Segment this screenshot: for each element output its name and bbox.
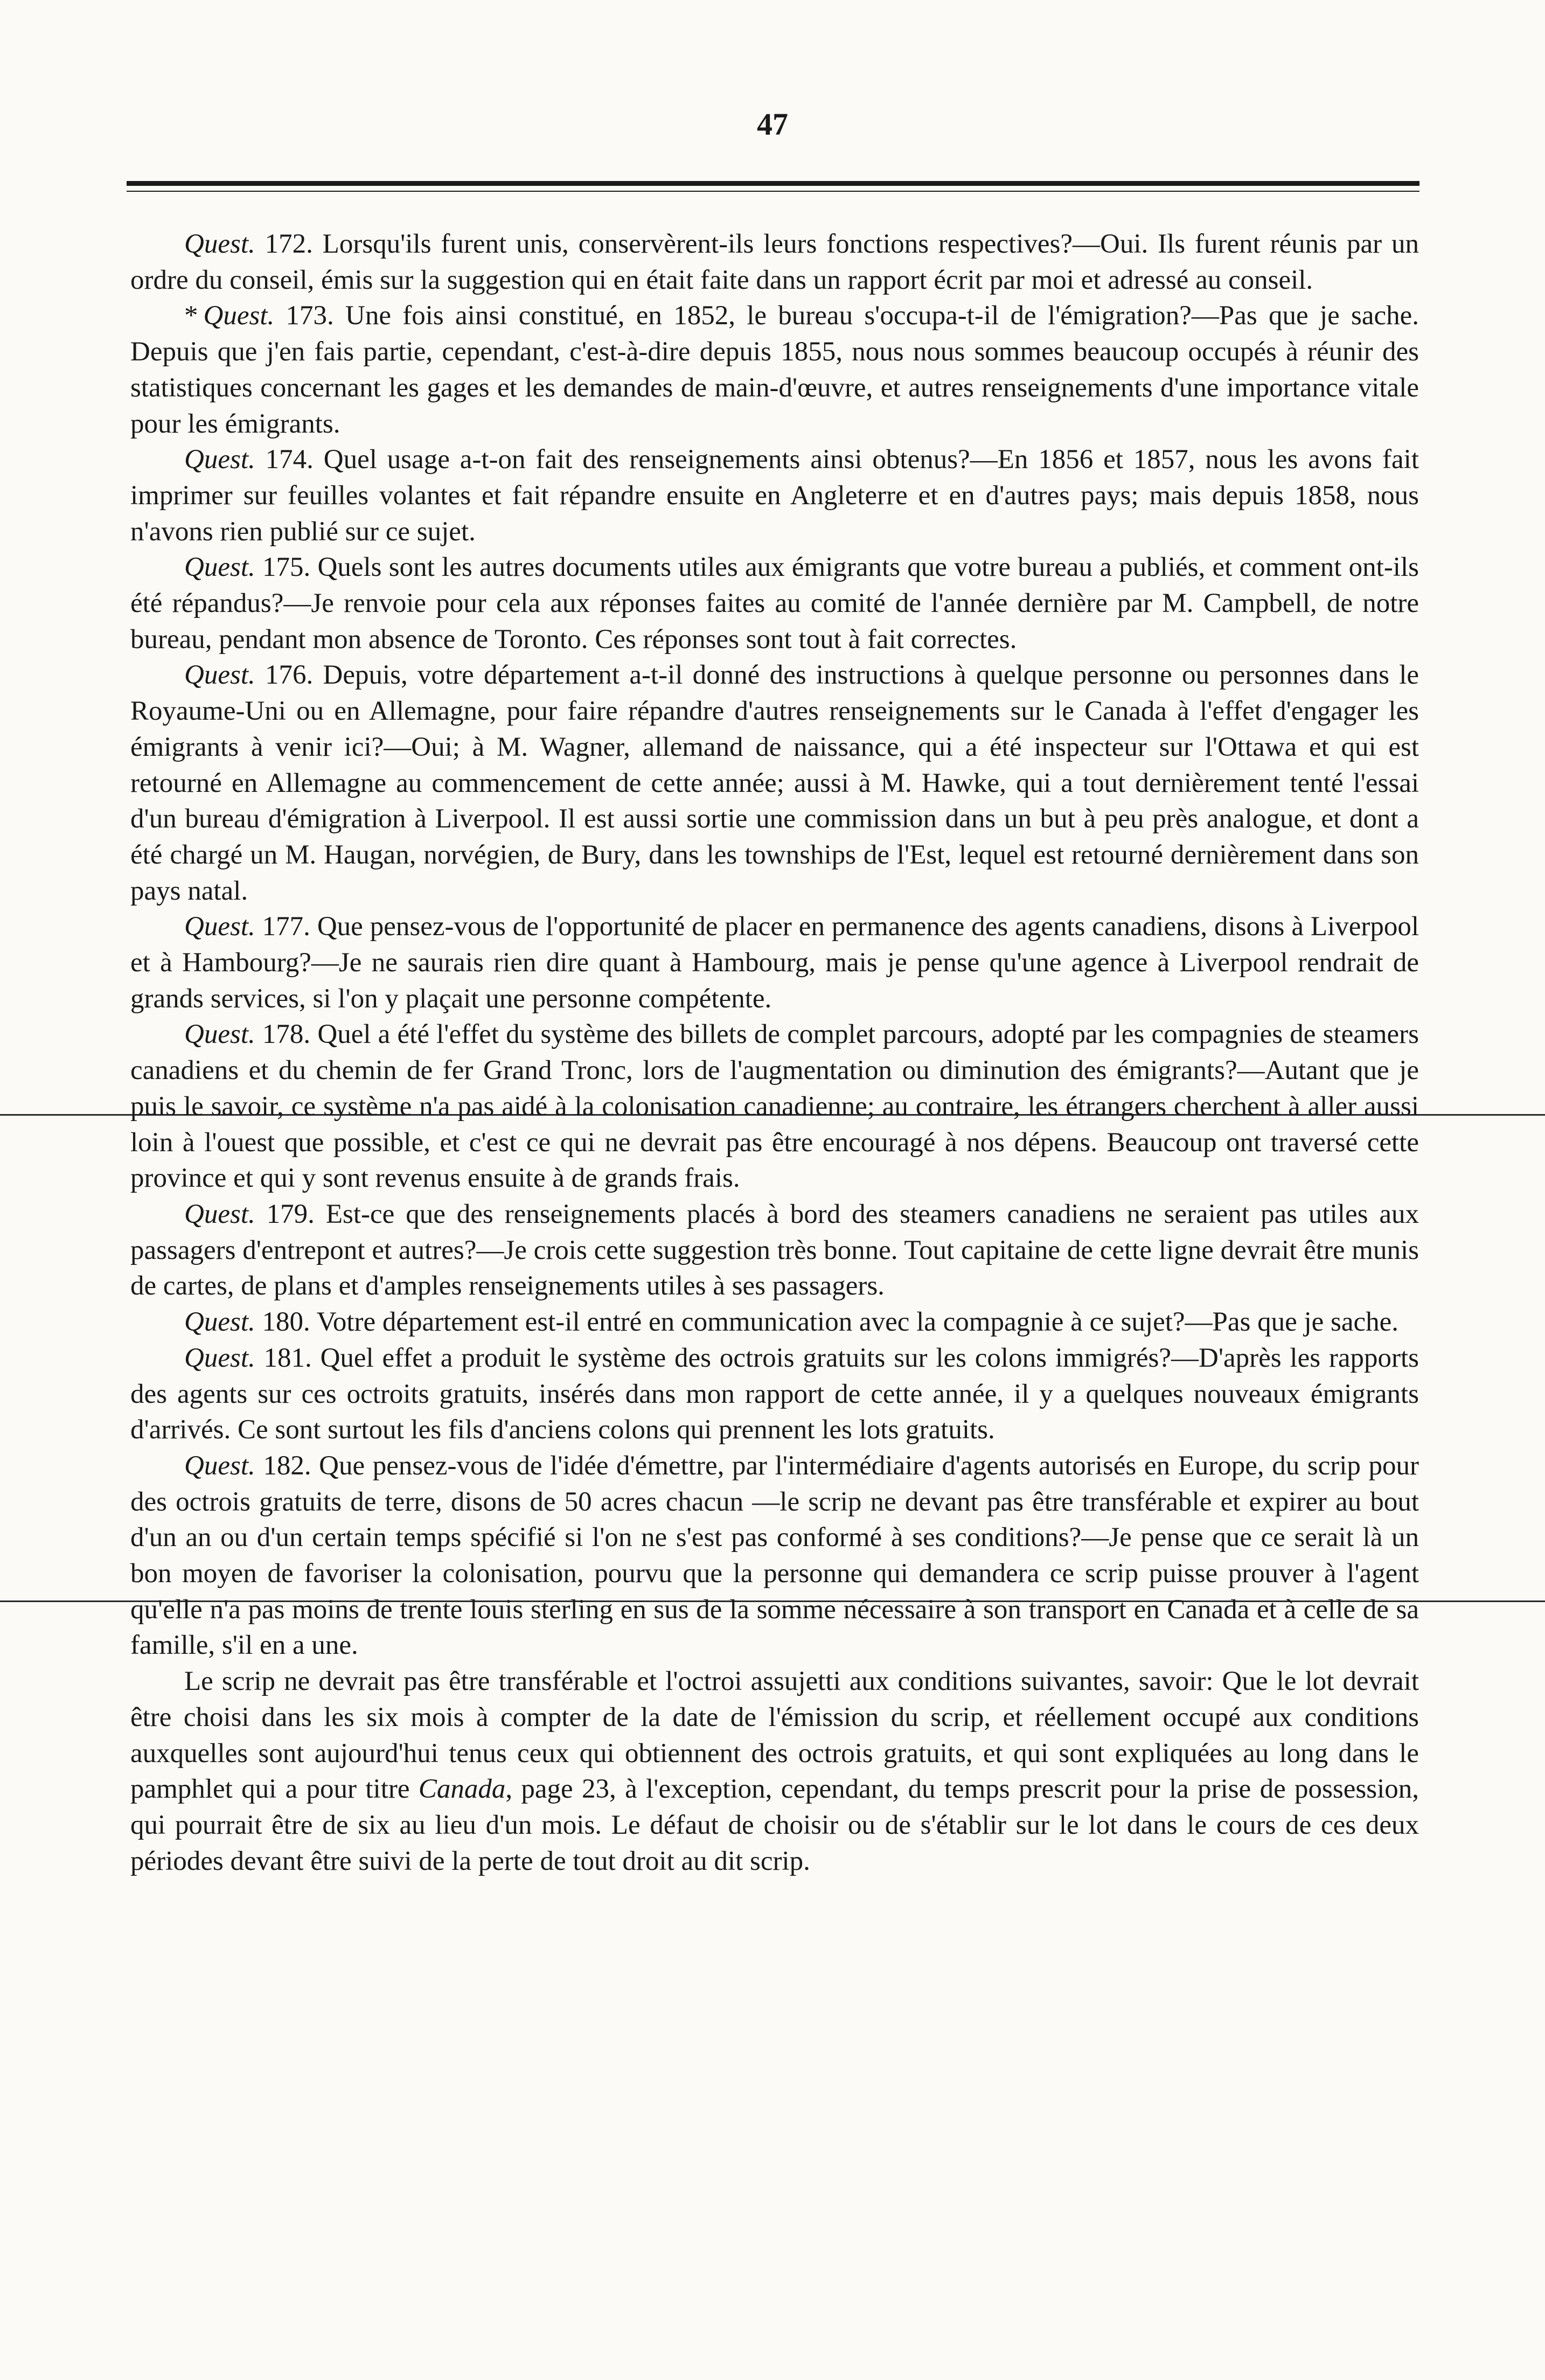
- quest-label: Quest.: [184, 1199, 255, 1229]
- quest-label: Quest.: [203, 301, 275, 331]
- qa-174: [130, 442, 1419, 549]
- qa-text: 179. Est-ce que des renseignements placés à bord des steamers canadiens ne seraient pas utiles aux passagers d'entrepont et autres?—Je crois cette suggestion très bonne. Tout capitaine de cette ligne devrait être munis de cartes, de plans et d'amples renseignements utiles à ses passagers.: [130, 1199, 1419, 1302]
- quest-label: Quest.: [184, 660, 255, 691]
- qa-175: [130, 549, 1419, 657]
- qa-178: [130, 1017, 1419, 1196]
- quest-label: Quest.: [184, 911, 255, 942]
- qa-text: 175. Quels sont les autres documents utiles aux émigrants que votre bureau a publiés, et comment ont-ils été répandus?—Je renvoie pour cela aux réponses faites au comité de l'année dernière par M. Campbell, de notre bureau, pendant mon absence de Toronto. Ces réponses sont tout à fait correctes.: [130, 552, 1419, 655]
- star-mark: *: [184, 301, 198, 331]
- quest-label: Quest.: [184, 229, 255, 259]
- qa-text: 180. Votre département est-il entré en communication avec la compagnie à ce sujet?—Pas que je sache.: [255, 1307, 1399, 1338]
- qa-173: [130, 298, 1419, 442]
- quest-label: Quest.: [184, 552, 255, 583]
- qa-text: 176. Depuis, votre département a-t-il donné des instructions à quelque personne ou personnes dans le Royaume-Uni ou en Allemagne, pour faire répandre d'autres renseignements sur le Canada à l'effet d'engager les émigrants à venir ici?—Oui; à M. Wagner, allemand de naissance, qui a été inspecteur sur l'Ottawa et qui est retourné en Allemagne au commencement de cette année; aussi à M. Hawke, qui a tout dernièrement tenté l'essai d'un bureau d'émigration à Liverpool. Il est aussi sortie une commission dans un but à peu près analogue, et dont a été chargé un M. Haugan, norvégien, de Bury, dans les townships de l'Est, lequel est retourné dernièrement dans son pays natal.: [130, 660, 1419, 906]
- qa-text: 178. Quel a été l'effet du système des billets de complet parcours, adopté par les compagnies de steamers canadiens et du chemin de fer Grand Tronc, lors de l'augmentation ou diminution des émigrants?—Autant que je puis le savoir, ce système n'a pas aidé à la colonisation canadienne; au contraire, les étrangers cherchent à aller aussi loin à l'ouest que possible, et c'est ce qui ne devrait pas être encouragé à nos dépens. Beaucoup ont traversé cette province et qui y sont revenus ensuite à de grands frais.: [130, 1019, 1419, 1194]
- quest-label: Quest.: [184, 1342, 255, 1373]
- closing-paragraph: [130, 1664, 1419, 1879]
- header-rule-thick: [127, 181, 1419, 186]
- qa-text: 173. Une fois ainsi constitué, en 1852, le bureau s'occupa-t-il de l'émigration?—Pas que je sache. Depuis que j'en fais partie, cependant, c'est-à-dire depuis 1855, nous nous sommes beaucoup occupés à réunir des statistiques concernant les gages et les demandes de main-d'œuvre, et autres renseignements d'une importance vitale pour les émigrants.: [130, 301, 1419, 439]
- quest-label: Quest.: [184, 1307, 255, 1338]
- qa-text: 182. Que pensez-vous de l'idée d'émettre, par l'intermédiaire d'agents autorisés en Europe, du scrip pour des octrois gratuits de terre, disons de 50 acres chacun —le scrip ne devant pas être transférable et expirer au bout d'un an ou d'un certain temps spécifié si l'on ne s'est pas conformé à ses conditions?—Je pense que ce serait là un bon moyen de favoriser la colonisation, pourvu que la personne qui demandera ce scrip puisse prouver à l'agent qu'elle n'a pas moins de trente louis sterling en sus de la somme nécessaire à son transport en Canada et à celle de sa famille, s'il en a une.: [130, 1450, 1419, 1661]
- closing-text: , page 23, à l'exception, cependant, du temps prescrit pour la prise de possession, qui pourrait être de six au lieu d'un mois. Le défaut de choisir ou de s'établir sur le lot dans le cours de ces deux périodes devant être suivi de la perte de tout droit au dit scrip.: [130, 1774, 1419, 1876]
- qa-text: 181. Quel effet a produit le système des octrois gratuits sur les colons immigrés?—D'après les rapports des agents sur ces octroits gratuits, insérés dans mon rapport de cette année, il y a quelques nouveaux émigrants d'arrivés. Ce sont surtout les fils d'anciens colons qui prennent les lots gratuits.: [130, 1342, 1419, 1445]
- closing-text: Le scrip ne devrait pas être transférable et l'octroi assujetti aux conditions suivantes, savoir: Que le lot devrait être choisi dans les six mois à compter de la date de l'émission du scrip, et réellement occupé aux conditions auxquelles sont aujourd'hui tenus ceux qui obtiennent des octrois gratuits, et qui sont expliquées au long dans le pamphlet qui a pour titre: [130, 1666, 1419, 1805]
- qa-172: [130, 226, 1419, 298]
- body-text: [130, 226, 1419, 1879]
- qa-176: [130, 657, 1419, 909]
- qa-text: 172. Lorsqu'ils furent unis, conservèrent-ils leurs fonctions respectives?—Oui. Ils furent réunis par un ordre du conseil, émis sur la suggestion qui en était faite dans un rapport écrit par moi et adressé au conseil.: [130, 229, 1419, 295]
- qa-text: 174. Quel usage a-t-on fait des renseignements ainsi obtenus?—En 1856 et 1857, nous les avons fait imprimer sur feuilles volantes et fait répandre ensuite en Angleterre et en d'autres pays; mais depuis 1858, nous n'avons rien publié sur ce sujet.: [130, 444, 1419, 547]
- qa-179: [130, 1196, 1419, 1304]
- qa-182: [130, 1448, 1419, 1664]
- qa-180: [130, 1304, 1419, 1340]
- qa-text: 177. Que pensez-vous de l'opportunité de placer en permanence des agents canadiens, disons à Liverpool et à Hambourg?—Je ne saurais rien dire quant à Hambourg, mais je pense qu'une agence à Liverpool rendrait de grands services, si l'on y plaçait une personne compétente.: [130, 911, 1419, 1014]
- page-number: 47: [757, 107, 788, 142]
- qa-181: [130, 1340, 1419, 1448]
- quest-label: Quest.: [184, 444, 255, 475]
- qa-177: [130, 909, 1419, 1017]
- quest-label: Quest.: [184, 1450, 255, 1481]
- pamphlet-title: Canada: [418, 1774, 506, 1805]
- header-rule-thin: [127, 191, 1419, 192]
- quest-label: Quest.: [184, 1019, 255, 1050]
